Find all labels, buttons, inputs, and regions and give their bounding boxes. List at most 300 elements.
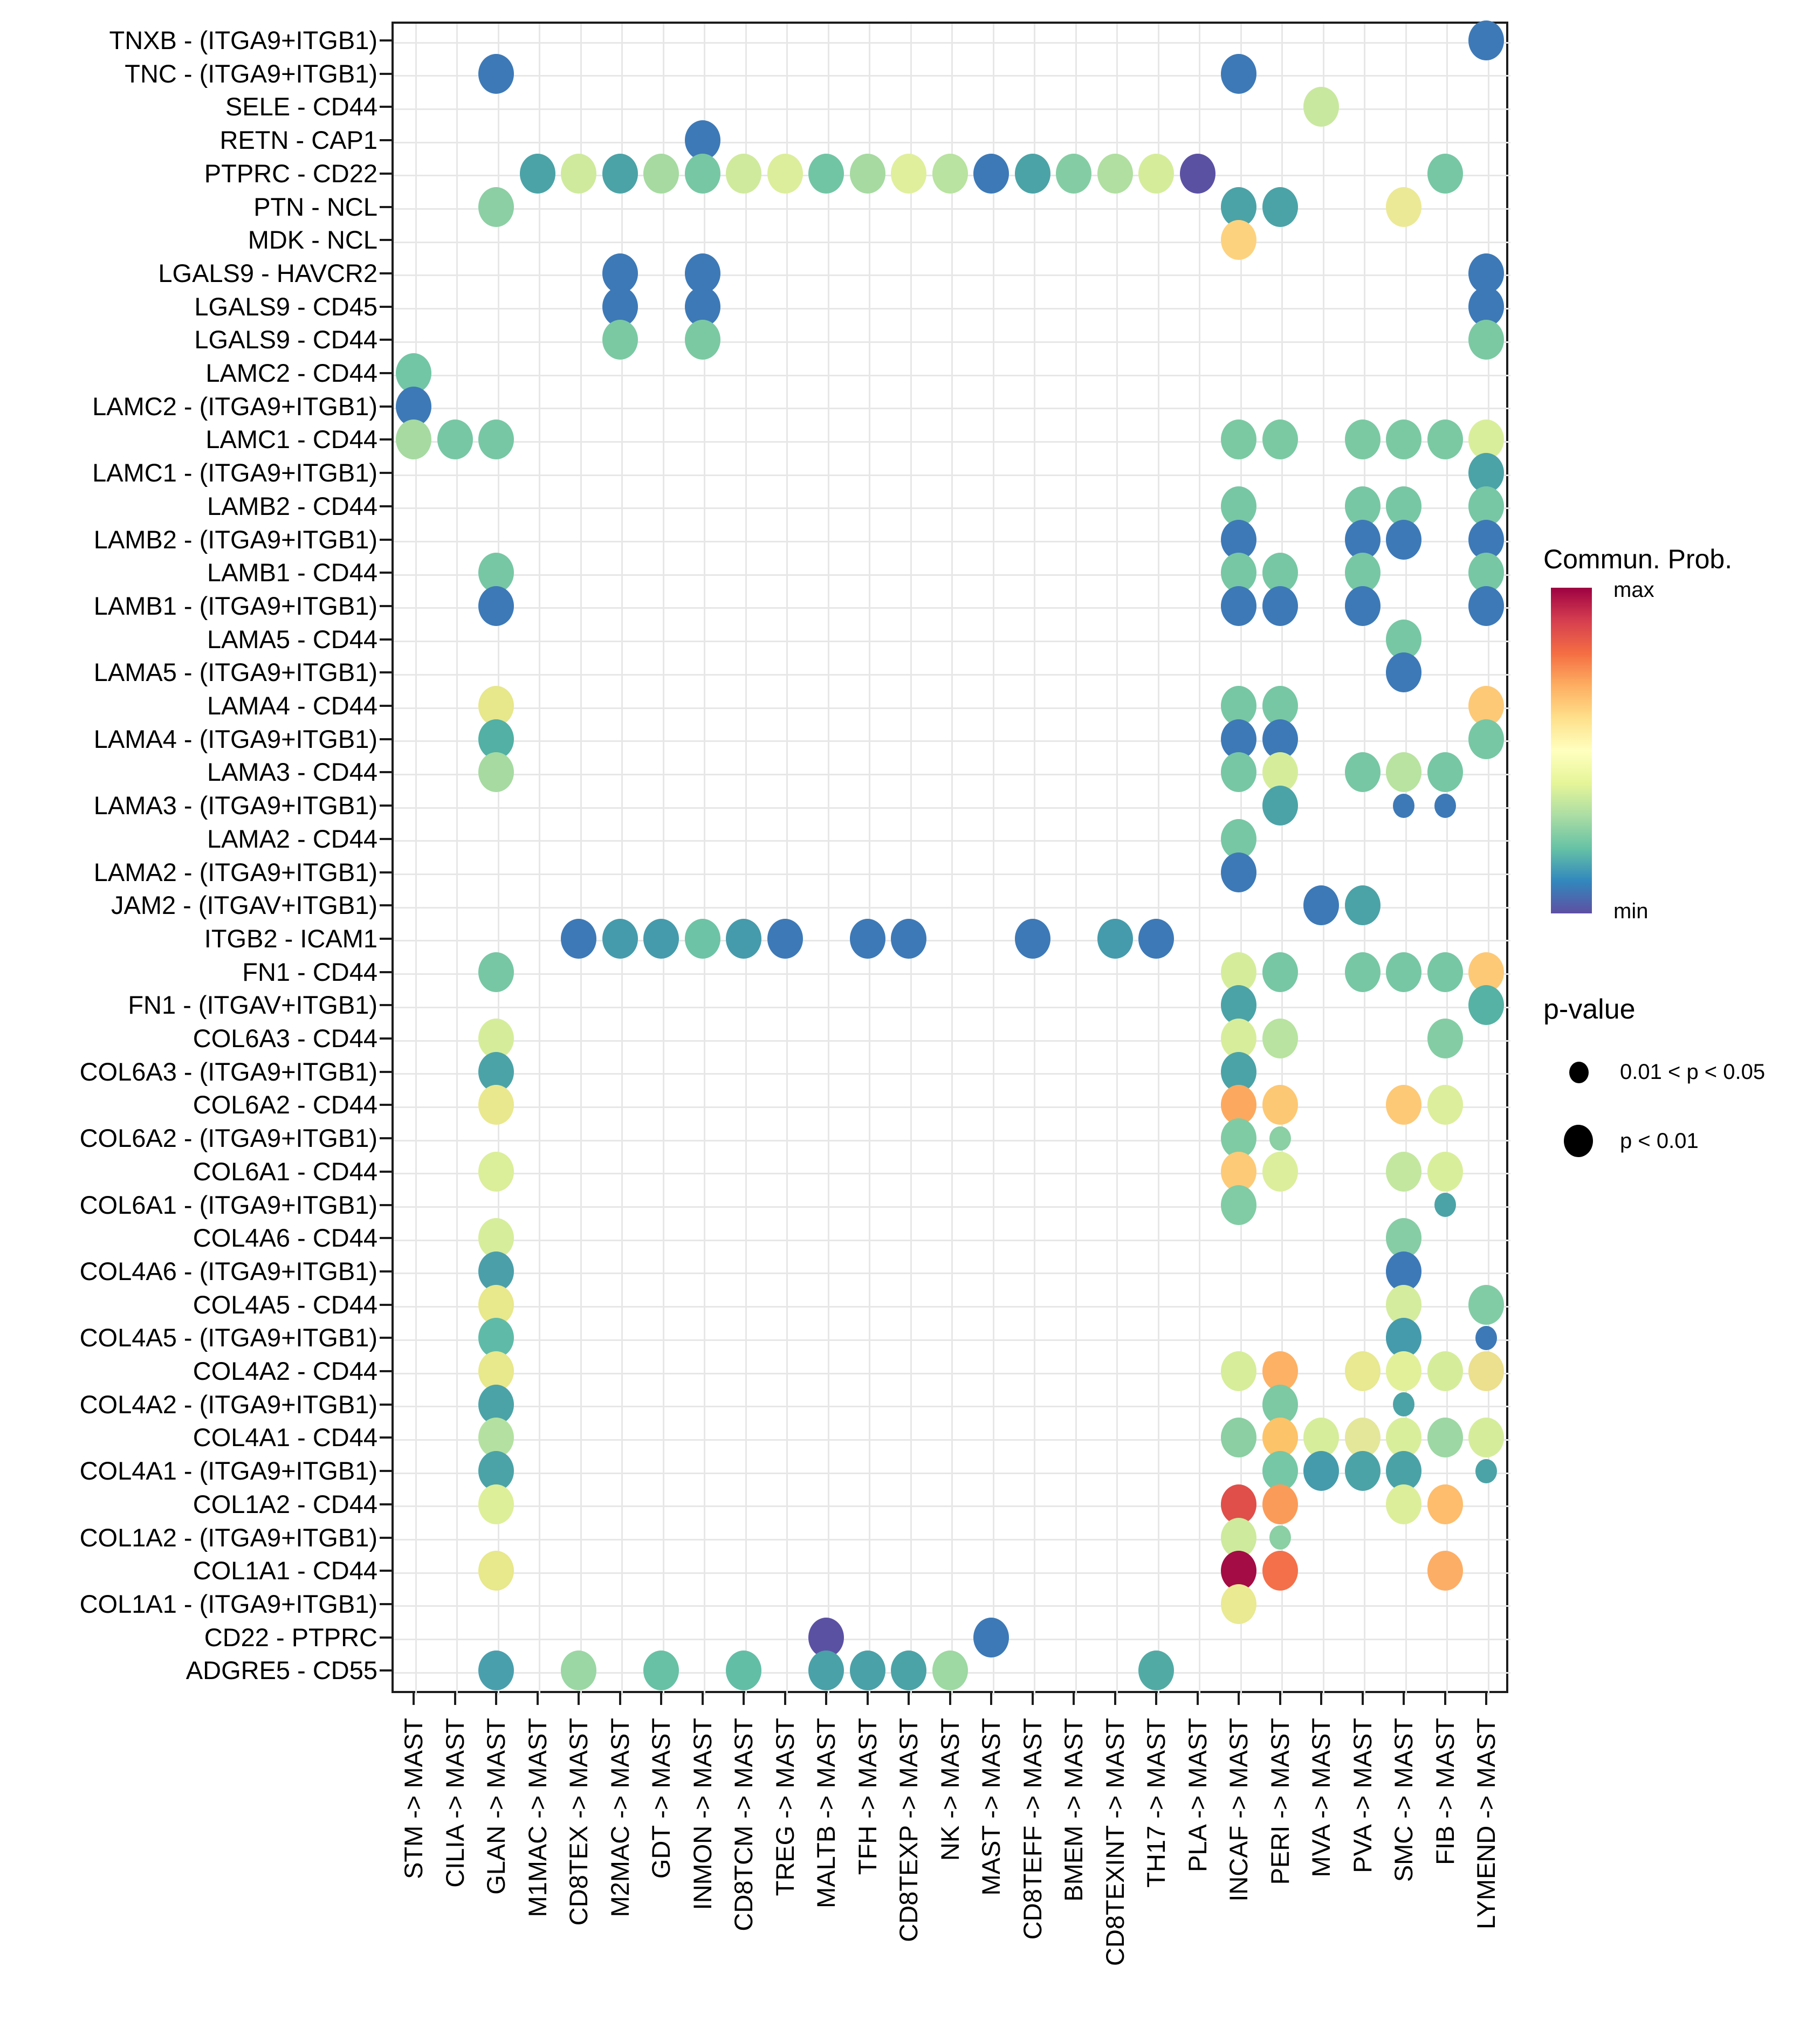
y-axis-tick	[380, 539, 392, 541]
y-axis-label: COL4A6 - (ITGA9+ITGB1)	[79, 1256, 377, 1285]
gridline	[415, 24, 417, 1695]
dot	[767, 919, 803, 959]
dot	[850, 1650, 885, 1690]
dot	[1393, 794, 1414, 818]
x-axis-tick	[867, 1693, 869, 1705]
y-axis-label: COL4A1 - (ITGA9+ITGB1)	[79, 1456, 377, 1485]
colorbar-gradient	[1551, 588, 1592, 913]
y-axis-label: COL6A1 - (ITGA9+ITGB1)	[79, 1190, 377, 1219]
dot	[891, 154, 926, 194]
x-axis-label: MVA -> MAST	[1307, 1718, 1335, 1877]
y-axis-tick	[380, 938, 392, 940]
dot	[1386, 1085, 1421, 1125]
x-axis-label: NK -> MAST	[935, 1718, 964, 1861]
dot	[1345, 419, 1381, 459]
gridline	[1158, 24, 1159, 1695]
dot	[1427, 419, 1463, 459]
gridline	[910, 24, 912, 1695]
x-axis-tick	[1032, 1693, 1034, 1705]
y-axis-tick	[380, 838, 392, 840]
x-axis-label: PLA -> MAST	[1183, 1718, 1212, 1873]
gridline	[1075, 24, 1077, 1695]
x-axis-label: M1MAC -> MAST	[523, 1718, 552, 1917]
dot	[1468, 1418, 1504, 1457]
dot	[478, 1551, 514, 1591]
dot	[1427, 1085, 1463, 1125]
y-axis-tick	[380, 1037, 392, 1040]
y-axis-tick	[380, 1171, 392, 1173]
x-axis-label: MALTB -> MAST	[812, 1718, 840, 1908]
gridline	[869, 24, 870, 1695]
y-axis-label: LAMA3 - CD44	[207, 758, 377, 787]
y-axis-label: COL4A6 - CD44	[193, 1223, 377, 1253]
gridline	[786, 24, 788, 1695]
dot	[1345, 885, 1381, 925]
y-axis-label: ITGB2 - ICAM1	[204, 924, 377, 953]
y-axis-tick	[380, 505, 392, 507]
gridline	[828, 24, 829, 1695]
y-axis-tick	[380, 1370, 392, 1372]
y-axis-label: LAMA5 - CD44	[207, 624, 377, 654]
x-axis-label: CD8TCM -> MAST	[729, 1718, 758, 1931]
y-axis-label: COL6A2 - CD44	[193, 1090, 377, 1119]
x-axis-tick	[702, 1693, 704, 1705]
dot	[396, 419, 431, 459]
dot	[1221, 586, 1256, 626]
dot	[478, 419, 514, 459]
dot	[726, 154, 761, 194]
x-axis-label: PERI -> MAST	[1265, 1718, 1294, 1885]
x-axis-tick	[1155, 1693, 1157, 1705]
dot	[1097, 154, 1133, 194]
dot	[850, 919, 885, 959]
dot	[1393, 1392, 1414, 1416]
dot	[1434, 794, 1456, 818]
y-axis-label: PTPRC - CD22	[204, 159, 377, 188]
dot	[1427, 1019, 1463, 1058]
dot	[1386, 752, 1421, 792]
dot	[1345, 752, 1381, 792]
y-axis-label: MDK - NCL	[248, 225, 377, 255]
gridline	[663, 24, 664, 1695]
x-axis-label: CD8TEX -> MAST	[564, 1718, 593, 1926]
dot	[643, 919, 679, 959]
y-axis-label: LAMC1 - CD44	[205, 425, 377, 454]
dot	[726, 919, 761, 959]
y-axis-label: CD22 - PTPRC	[204, 1622, 377, 1652]
pvalue-small-label: 0.01 < p < 0.05	[1620, 1060, 1766, 1084]
dot	[1262, 419, 1298, 459]
x-axis-label: CD8TEFF -> MAST	[1018, 1718, 1047, 1940]
y-axis-label: LGALS9 - CD44	[194, 325, 377, 354]
x-axis-label: CD8TEXP -> MAST	[894, 1718, 923, 1942]
y-axis-label: LGALS9 - CD45	[194, 292, 377, 321]
dot	[1468, 586, 1504, 626]
dot	[808, 1650, 844, 1690]
y-axis-tick	[380, 139, 392, 141]
x-axis-label: INMON -> MAST	[688, 1718, 717, 1910]
y-axis-tick	[380, 572, 392, 574]
y-axis-tick	[380, 206, 392, 208]
dot	[1427, 1418, 1463, 1457]
y-axis-tick	[380, 1436, 392, 1439]
dot	[1097, 919, 1133, 959]
dot	[1468, 1351, 1504, 1391]
gridline	[951, 24, 953, 1695]
x-axis-label: TH17 -> MAST	[1142, 1718, 1170, 1888]
x-axis-tick	[1485, 1693, 1487, 1705]
y-axis-tick	[380, 771, 392, 773]
dot	[478, 1152, 514, 1192]
y-axis-tick	[380, 1337, 392, 1339]
x-axis-label: INCAF -> MAST	[1224, 1718, 1253, 1902]
dot	[1221, 1185, 1256, 1225]
x-axis-label: M2MAC -> MAST	[605, 1718, 634, 1917]
dot	[1221, 1351, 1256, 1391]
x-axis-tick	[1197, 1693, 1199, 1705]
dot	[643, 1650, 679, 1690]
dot	[1427, 1152, 1463, 1192]
y-axis-label: LAMA4 - (ITGA9+ITGB1)	[93, 724, 377, 753]
dot	[1434, 1193, 1456, 1217]
y-axis-tick	[380, 1503, 392, 1505]
dot	[1221, 1584, 1256, 1624]
dot	[561, 1650, 596, 1690]
x-axis-label: BMEM -> MAST	[1059, 1718, 1088, 1902]
y-axis-tick	[380, 738, 392, 740]
dot	[1269, 1126, 1291, 1151]
y-axis-label: TNC - (ITGA9+ITGB1)	[125, 59, 377, 88]
y-axis-label: COL1A1 - (ITGA9+ITGB1)	[79, 1589, 377, 1618]
dot	[1386, 187, 1421, 227]
dot	[1303, 885, 1339, 925]
x-axis-tick	[1403, 1693, 1405, 1705]
y-axis-tick	[380, 1636, 392, 1639]
dot	[891, 919, 926, 959]
y-axis-label: SELE - CD44	[225, 92, 377, 121]
dot	[1345, 952, 1381, 992]
pvalue-large-label: p < 0.01	[1620, 1129, 1699, 1153]
y-axis-tick	[380, 1669, 392, 1672]
gridline	[745, 24, 747, 1695]
dot	[602, 154, 638, 194]
y-axis-tick	[380, 39, 392, 42]
x-axis-label: FIB -> MAST	[1430, 1718, 1459, 1865]
dot	[1180, 154, 1215, 194]
gridline	[539, 24, 540, 1695]
y-axis-tick	[380, 1270, 392, 1273]
y-axis-label: COL6A1 - CD44	[193, 1157, 377, 1186]
y-axis-tick	[380, 638, 392, 641]
gridline	[993, 24, 994, 1695]
x-axis-tick	[1444, 1693, 1446, 1705]
dot	[1303, 87, 1339, 127]
y-axis-label: LAMC2 - CD44	[205, 359, 377, 387]
y-axis-tick	[380, 272, 392, 274]
dot	[1056, 154, 1091, 194]
dot	[1475, 1326, 1497, 1350]
x-axis-tick	[908, 1693, 910, 1705]
dot	[478, 1484, 514, 1524]
y-axis-tick	[380, 1237, 392, 1239]
dot	[1262, 586, 1298, 626]
dot	[1303, 1451, 1339, 1491]
y-axis-tick	[380, 1071, 392, 1073]
x-axis-tick	[660, 1693, 662, 1705]
dot	[643, 154, 679, 194]
dot	[602, 320, 638, 360]
x-axis-label: CD8TEXINT -> MAST	[1100, 1718, 1129, 1966]
dot	[1386, 419, 1421, 459]
dot	[1427, 952, 1463, 992]
dot	[1468, 320, 1504, 360]
y-axis-tick	[380, 1104, 392, 1106]
x-axis-tick	[578, 1693, 580, 1705]
y-axis-label: FN1 - (ITGAV+ITGB1)	[128, 991, 377, 1020]
dot	[850, 154, 885, 194]
dot	[685, 320, 720, 360]
y-axis-label: COL6A3 - CD44	[193, 1024, 377, 1053]
gridline	[456, 24, 458, 1695]
gridline	[1034, 24, 1035, 1695]
dot	[1427, 154, 1463, 194]
dot	[1221, 419, 1256, 459]
colorbar-max-label: max	[1613, 578, 1654, 602]
dot	[1427, 1351, 1463, 1391]
dot	[1221, 220, 1256, 260]
x-axis-tick	[1320, 1693, 1322, 1705]
dot	[561, 154, 596, 194]
pvalue-small-dot-icon	[1569, 1062, 1589, 1083]
dot	[1138, 1650, 1174, 1690]
x-axis-label: MAST -> MAST	[977, 1718, 1005, 1896]
y-axis-label: RETN - CAP1	[219, 126, 377, 155]
dot	[973, 154, 1009, 194]
gridline	[580, 24, 582, 1695]
dot	[932, 1650, 968, 1690]
dot	[726, 1650, 761, 1690]
x-axis-tick	[1238, 1693, 1240, 1705]
y-axis-label: COL4A2 - CD44	[193, 1357, 377, 1385]
gridline	[1116, 24, 1118, 1695]
x-axis-tick	[990, 1693, 992, 1705]
y-axis-label: COL6A2 - (ITGA9+ITGB1)	[79, 1124, 377, 1153]
y-axis-label: LAMB1 - (ITGA9+ITGB1)	[93, 591, 377, 620]
dot	[1468, 985, 1504, 1025]
dot	[520, 154, 555, 194]
dot	[1468, 719, 1504, 759]
y-axis-label: LAMB1 - CD44	[207, 558, 377, 587]
dot	[1427, 1551, 1463, 1591]
y-axis-label: LAMB2 - CD44	[207, 491, 377, 520]
x-axis-tick	[1362, 1693, 1364, 1705]
y-axis-tick	[380, 173, 392, 175]
dot	[1427, 1484, 1463, 1524]
y-axis-label: COL4A5 - (ITGA9+ITGB1)	[79, 1323, 377, 1352]
dot	[1015, 919, 1050, 959]
dot	[478, 187, 514, 227]
colorbar-min-label: min	[1613, 899, 1649, 923]
dot	[478, 952, 514, 992]
dot	[1262, 1019, 1298, 1058]
y-axis-tick	[380, 904, 392, 906]
y-axis-label: ADGRE5 - CD55	[186, 1656, 377, 1685]
pvalue-large-dot-icon	[1564, 1125, 1593, 1157]
dot	[1221, 1418, 1256, 1457]
dot	[478, 586, 514, 626]
dot	[1262, 1152, 1298, 1192]
dot	[1262, 1085, 1298, 1125]
y-axis-tick	[380, 605, 392, 607]
y-axis-label: FN1 - CD44	[242, 957, 377, 986]
y-axis-tick	[380, 1204, 392, 1206]
color-legend-title: Commun. Prob.	[1543, 544, 1733, 574]
y-axis-label: COL1A2 - (ITGA9+ITGB1)	[79, 1523, 377, 1552]
y-axis-label: LAMC1 - (ITGA9+ITGB1)	[92, 458, 377, 487]
y-axis-label: LAMA2 - CD44	[207, 824, 377, 853]
x-axis-tick	[454, 1693, 456, 1705]
y-axis-tick	[380, 1470, 392, 1472]
x-axis-label: SMC -> MAST	[1389, 1718, 1418, 1882]
y-axis-label: LGALS9 - HAVCR2	[158, 258, 377, 287]
x-axis-tick	[784, 1693, 786, 1705]
plot-panel	[392, 22, 1508, 1693]
dot	[1221, 54, 1256, 94]
dot	[1269, 1525, 1291, 1550]
dot	[1345, 586, 1381, 626]
y-axis-tick	[380, 871, 392, 874]
x-axis-label: LYMEND -> MAST	[1472, 1718, 1500, 1930]
dot	[767, 154, 803, 194]
y-axis-tick	[380, 438, 392, 441]
y-axis-tick	[380, 1570, 392, 1572]
dot	[1386, 1351, 1421, 1391]
y-axis-tick	[380, 1304, 392, 1306]
dot	[1262, 1551, 1298, 1591]
y-axis-tick	[380, 1004, 392, 1006]
dot	[685, 919, 720, 959]
dot	[478, 54, 514, 94]
gridline	[1199, 24, 1200, 1695]
y-axis-label: COL1A1 - CD44	[193, 1556, 377, 1585]
x-axis-label: PVA -> MAST	[1348, 1718, 1377, 1873]
y-axis-tick	[380, 1537, 392, 1539]
x-axis-tick	[1279, 1693, 1281, 1705]
dot	[1386, 952, 1421, 992]
y-axis-label: LAMA5 - (ITGA9+ITGB1)	[93, 658, 377, 687]
x-axis-label: TFH -> MAST	[853, 1718, 882, 1875]
y-axis-tick	[380, 671, 392, 673]
y-axis-tick	[380, 239, 392, 241]
x-axis-tick	[949, 1693, 951, 1705]
dot	[891, 1650, 926, 1690]
y-axis-label: COL4A2 - (ITGA9+ITGB1)	[79, 1390, 377, 1419]
dot	[1262, 786, 1298, 826]
x-axis-label: STM -> MAST	[399, 1718, 428, 1879]
y-axis-label: COL4A5 - CD44	[193, 1290, 377, 1319]
dot	[1386, 1152, 1421, 1192]
y-axis-tick	[380, 971, 392, 973]
x-axis-tick	[1114, 1693, 1116, 1705]
dot	[1262, 952, 1298, 992]
y-axis-label: COL6A3 - (ITGA9+ITGB1)	[79, 1057, 377, 1086]
y-axis-tick	[380, 1603, 392, 1605]
y-axis-label: PTN - NCL	[253, 192, 377, 221]
dot	[561, 919, 596, 959]
y-axis-label: LAMB2 - (ITGA9+ITGB1)	[93, 525, 377, 554]
dot	[1345, 1451, 1381, 1491]
dot	[685, 154, 720, 194]
dot	[1386, 520, 1421, 560]
dot	[1386, 652, 1421, 692]
dot	[1262, 187, 1298, 227]
dot	[1427, 752, 1463, 792]
dot	[437, 419, 473, 459]
y-axis-label: LAMA2 - (ITGA9+ITGB1)	[93, 857, 377, 886]
x-axis-tick	[825, 1693, 827, 1705]
dot	[1386, 1484, 1421, 1524]
dot	[1262, 1484, 1298, 1524]
x-axis-tick	[537, 1693, 539, 1705]
dot	[1475, 1459, 1497, 1483]
dot	[932, 154, 968, 194]
y-axis-tick	[380, 1137, 392, 1139]
x-axis-tick	[743, 1693, 745, 1705]
y-axis-tick	[380, 804, 392, 807]
x-axis-tick	[495, 1693, 497, 1705]
dot	[1138, 154, 1174, 194]
y-axis-tick	[380, 73, 392, 75]
dot	[808, 154, 844, 194]
y-axis-tick	[380, 306, 392, 308]
dot	[478, 1650, 514, 1690]
y-axis-tick	[380, 339, 392, 341]
dot	[1468, 1285, 1504, 1325]
dot	[1345, 1351, 1381, 1391]
y-axis-label: COL1A2 - CD44	[193, 1489, 377, 1518]
x-axis-label: TREG -> MAST	[770, 1718, 799, 1896]
y-axis-tick	[380, 372, 392, 374]
dot	[1221, 752, 1256, 792]
dot	[478, 1085, 514, 1125]
y-axis-label: LAMC2 - (ITGA9+ITGB1)	[92, 391, 377, 421]
y-axis-label: COL4A1 - CD44	[193, 1423, 377, 1452]
dot	[1468, 20, 1504, 60]
y-axis-label: LAMA3 - (ITGA9+ITGB1)	[93, 791, 377, 820]
dot	[1015, 154, 1050, 194]
x-axis-tick	[1073, 1693, 1075, 1705]
y-axis-tick	[380, 106, 392, 108]
y-axis-label: LAMA4 - CD44	[207, 691, 377, 720]
dot	[1221, 852, 1256, 892]
x-axis-label: GDT -> MAST	[647, 1718, 675, 1879]
dot	[1138, 919, 1174, 959]
x-axis-label: CILIA -> MAST	[440, 1718, 469, 1888]
y-axis-label: JAM2 - (ITGAV+ITGB1)	[111, 891, 377, 920]
y-axis-tick	[380, 405, 392, 408]
x-axis-tick	[619, 1693, 621, 1705]
y-axis-tick	[380, 705, 392, 707]
y-axis-label: TNXB - (ITGA9+ITGB1)	[109, 26, 377, 54]
pvalue-legend-title: p-value	[1543, 994, 1636, 1025]
dot	[478, 752, 514, 792]
x-axis-tick	[413, 1693, 415, 1705]
y-axis-tick	[380, 1404, 392, 1406]
dot	[602, 919, 638, 959]
y-axis-tick	[380, 472, 392, 474]
dot	[973, 1618, 1009, 1658]
x-axis-label: GLAN -> MAST	[482, 1718, 510, 1895]
